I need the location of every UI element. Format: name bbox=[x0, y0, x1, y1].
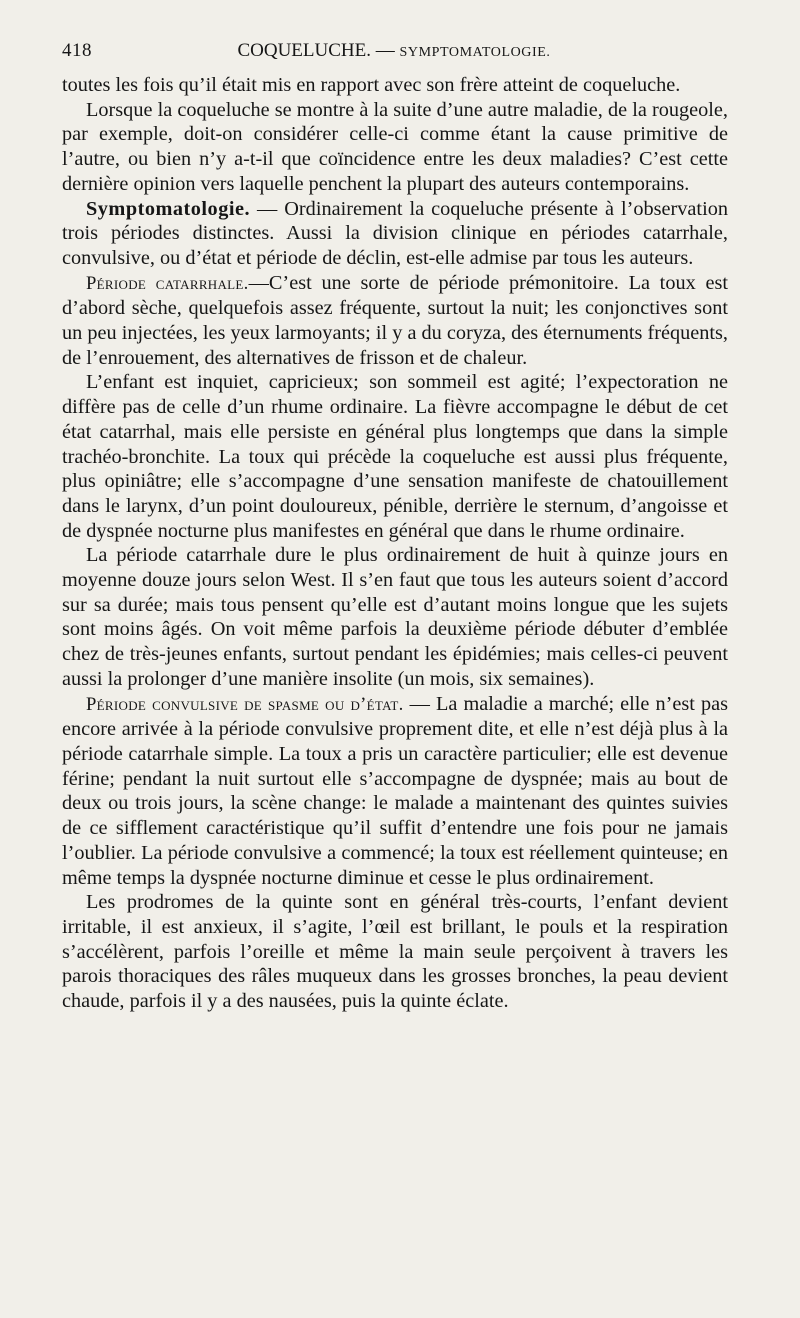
paragraph-text: — La maladie a marché; elle n’est pas encore arrivée à la période convulsive proprement dite, et elle n’est déjà plus à la période catarrhale simple. La toux a pris un caractère particulier; elle est devenue férine; pendant la nuit surtout elle s’accompagne de dyspnée; mais au bout de deux ou trois jours, la scène change: le malade a maintenant des quintes suivies de ce sifflement caractéristique qu’il suffit d’entendre une fois pour ne jamais l’oublier. La période convulsive a commencé; la toux est réellement quinteuse; en même temps la dyspnée nocturne diminue et cesse le plus ordinairement. bbox=[62, 692, 729, 889]
paragraph-periode-convulsive bbox=[62, 692, 728, 891]
running-title bbox=[62, 40, 726, 62]
paragraph bbox=[62, 890, 728, 1014]
paragraph-text: Lorsque la coqueluche se montre à la suite d’une autre maladie, de la rougeole, par exemple, doit-on considérer celle-ci comme étant la cause primitive de l’autre, ou bien n’y a-t-il que coïncidence entre les deux maladies? C’est cette dernière opinion vers laquelle penchent la plupart des auteurs contemporains. bbox=[62, 98, 728, 195]
paragraph-text: La période catarrhale dure le plus ordinairement de huit à quinze jours en moyenne douze jours selon West. Il s’en faut que tous les auteurs soient d’accord sur sa durée; mais tous pensent qu’elle est d’autant moins longue que les sujets sont moins âgés. On voit même parfois la deuxième période débuter d’emblée chez de très-jeunes enfants, surtout pendant les épidémies; mais celles-ci peuvent aussi la prolonger d’une manière insolite (un mois, six semaines). bbox=[62, 544, 728, 690]
paragraph bbox=[62, 370, 728, 543]
paragraph bbox=[62, 543, 728, 691]
section-heading: Symptomatologie. bbox=[86, 197, 251, 220]
page-number: 418 bbox=[62, 40, 92, 61]
running-header bbox=[62, 40, 726, 70]
paragraph-text: L’enfant est inquiet, capricieux; son sommeil est agité; l’expectoration ne diffère pas de celle d’un rhume ordinaire. La fièvre accompagne le début de cet état catarrhal, mais elle persiste en général plus longtemps que dans la simple trachéo-bronchite. La toux qui précède la coqueluche est aussi plus fréquente, plus opiniâtre; elle s’accompagne d’une sensation manifeste de chatouillement dans le larynx, d’un point douloureux, pénible, derrière le sternum, d’angoisse et de dyspnée nocturne plus manifestes en général que dans le rhume ordinaire. bbox=[62, 371, 728, 542]
subsection-heading: Période catarrhale. bbox=[86, 272, 249, 294]
subsection-heading: Période convulsive de spasme ou d’état. bbox=[86, 693, 404, 715]
running-title-main: COQUELUCHE. bbox=[237, 40, 371, 61]
running-title-section: SYMPTOMATOLOGIE. bbox=[399, 45, 551, 60]
paragraph-periode-catarrhale bbox=[62, 271, 728, 371]
paragraph-text: toutes les fois qu’il était mis en rapport avec son frère atteint de coqueluche. bbox=[62, 74, 681, 96]
paragraph-symptomatologie bbox=[62, 197, 728, 271]
running-title-separator: — bbox=[370, 40, 400, 61]
paragraph-text: Les prodromes de la quinte sont en général très-courts, l’enfant devient irritable, il est anxieux, il s’agite, l’œil est brillant, le pouls et la respiration s’accélèrent, parfois l’oreille et même la main seule perçoivent à travers les parois thoraciques des râles muqueux dans les grosses bronches, la peau devient chaude, parfois il y a des nausées, puis la quinte éclate. bbox=[62, 891, 728, 1013]
paragraph-continued bbox=[62, 73, 728, 98]
page-body bbox=[62, 73, 728, 1014]
paragraph-text: — Ordinairement la coqueluche présente à l’observation trois périodes distinctes. Aussi la division clinique en périodes catarrhale, convulsive, ou d’état et période de déclin, est-elle admise par tous les auteurs. bbox=[62, 197, 728, 269]
paragraph bbox=[62, 98, 728, 197]
paragraph-text: —C’est une sorte de période prémonitoire. La toux est d’abord sèche, quelquefois assez fréquente, surtout la nuit; les conjonctives sont un peu injectées, les yeux larmoyants; il y a du coryza, des éternuments fréquents, de l’enrouement, des alternatives de frisson et de chaleur. bbox=[62, 271, 728, 369]
